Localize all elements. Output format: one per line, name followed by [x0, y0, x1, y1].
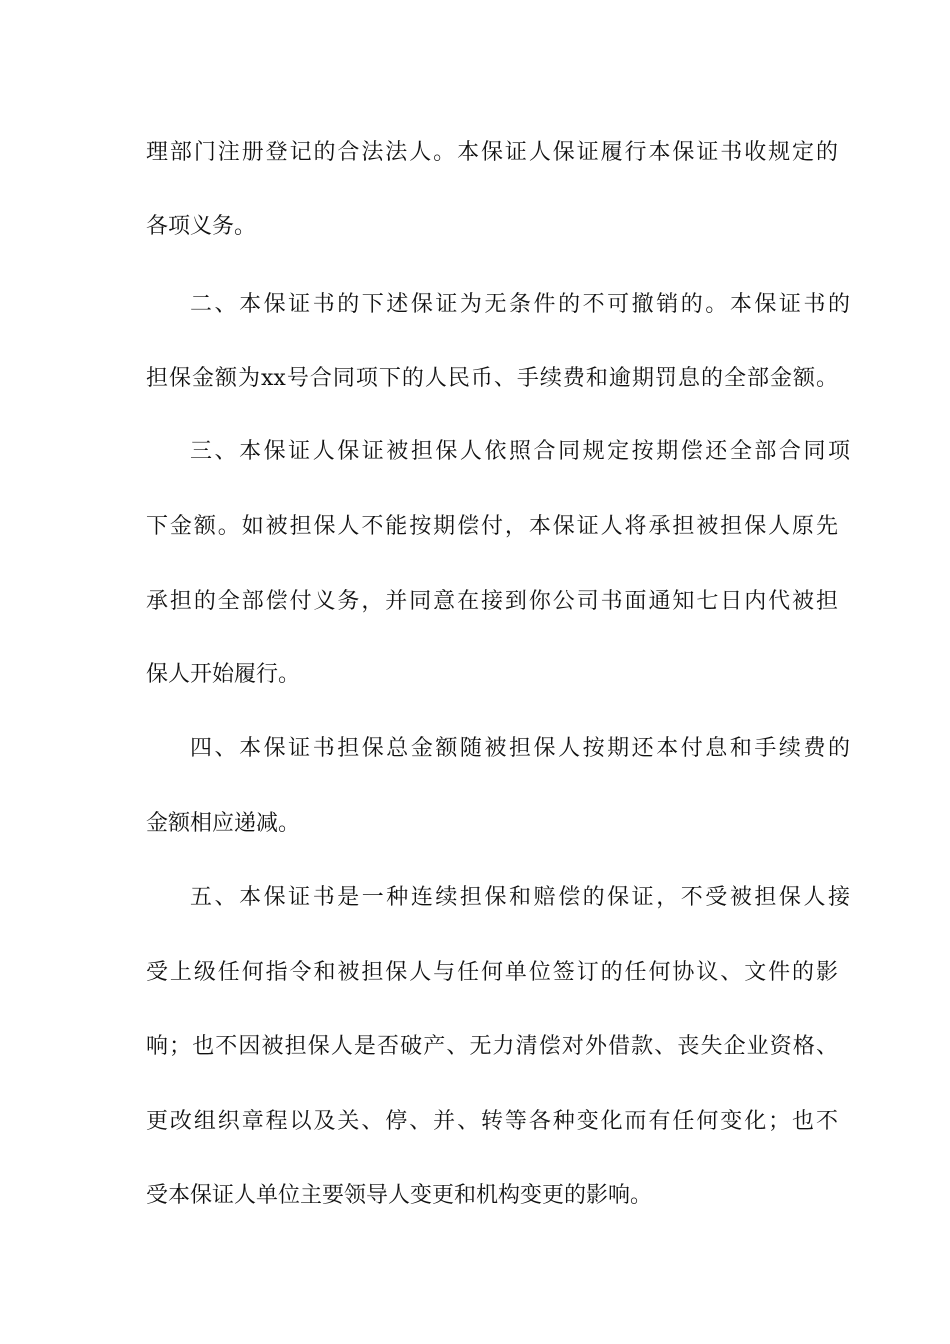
text-line: 承担的全部偿付义务，并同意在接到你公司书面通知七日内代被担	[146, 589, 838, 614]
text-line: 受本保证人单位主要领导人变更和机构变更的影响。	[146, 1183, 653, 1208]
text-line: 更改组织章程以及关、停、并、转等各种变化而有任何变化；也不	[146, 1109, 838, 1134]
text-line: 响；也不因被担保人是否破产、无力清偿对外借款、丧失企业资格、	[146, 1034, 838, 1059]
text-line: 三、本保证人保证被担保人依照合同规定按期偿还全部合同项	[190, 439, 850, 464]
text-line: 下金额。如被担保人不能按期偿付，本保证人将承担被担保人原先	[146, 514, 838, 539]
text-line: 二、本保证书的下述保证为无条件的不可撤销的。本保证书的	[190, 292, 850, 317]
text-line: 五、本保证书是一种连续担保和赔偿的保证，不受被担保人接	[190, 885, 850, 910]
text-line: 保人开始履行。	[146, 662, 301, 687]
text-line: 各项义务。	[146, 214, 257, 239]
text-line: 四、本保证书担保总金额随被担保人按期还本付息和手续费的	[190, 736, 850, 761]
text-line: 金额相应递减。	[146, 811, 301, 836]
text-line: 担保金额为xx号合同项下的人民币、手续费和逾期罚息的全部金额。	[146, 366, 838, 391]
text-line: 受上级任何指令和被担保人与任何单位签订的任何协议、文件的影	[146, 960, 838, 985]
text-line: 理部门注册登记的合法法人。本保证人保证履行本保证书收规定的	[146, 140, 838, 165]
